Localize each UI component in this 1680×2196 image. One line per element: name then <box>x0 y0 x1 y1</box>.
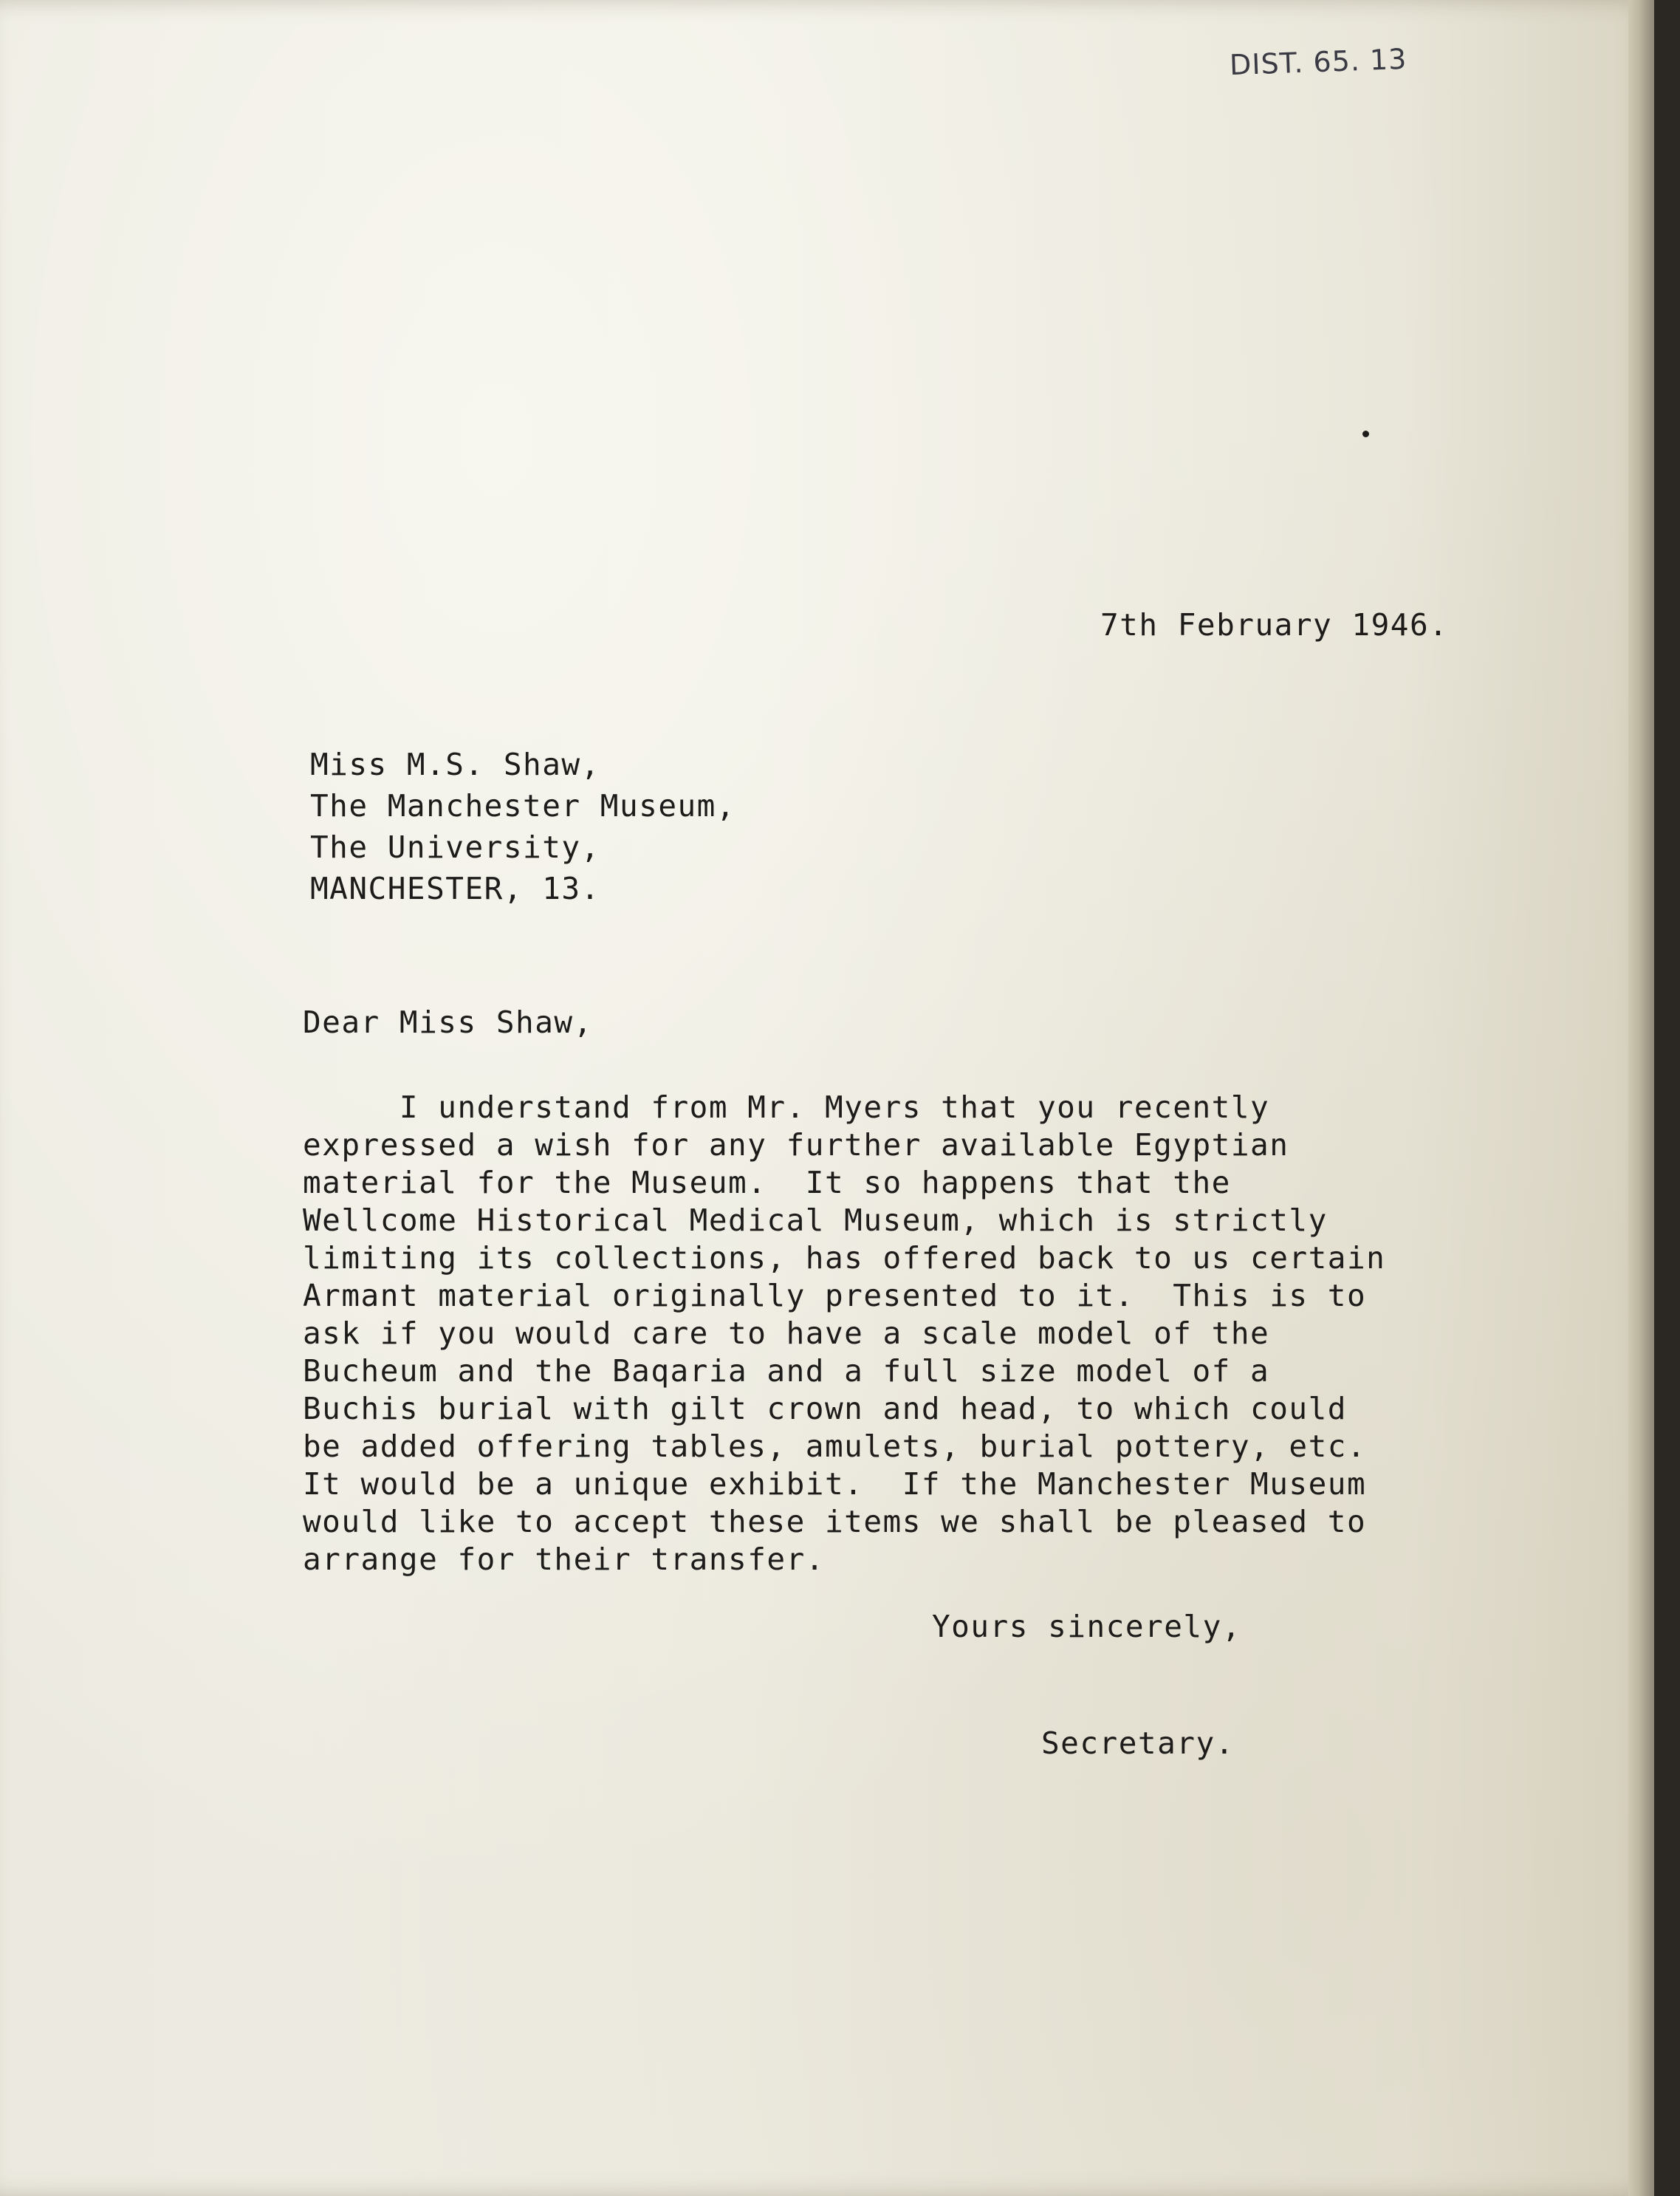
body-line: would like to accept these items we shall be pleased to <box>303 1504 1367 1539</box>
body-line: ask if you would care to have a scale model of the <box>303 1316 1270 1351</box>
body-line: Armant material originally presented to it. This is to <box>303 1278 1367 1313</box>
body-line: limiting its collections, has offered back to us certain <box>303 1240 1386 1276</box>
body-line: arrange for their transfer. <box>303 1542 825 1577</box>
body-line: It would be a unique exhibit. If the Manchester Museum <box>303 1466 1367 1502</box>
archive-reference: DIST. 65. 13 <box>1229 42 1408 82</box>
ink-speck <box>1362 431 1369 437</box>
body-line: Wellcome Historical Medical Museum, which is strictly <box>303 1203 1328 1238</box>
body-line: expressed a wish for any further available Egyptian <box>303 1127 1289 1163</box>
closing: Yours sincerely, <box>932 1609 1241 1644</box>
recipient-line: The Manchester Museum, <box>310 788 736 824</box>
body-line: I understand from Mr. Myers that you recently <box>303 1090 1270 1125</box>
body-line: Bucheum and the Baqaria and a full size model of a <box>303 1353 1270 1389</box>
body-line: be added offering tables, amulets, burial pottery, etc. <box>303 1429 1367 1464</box>
recipient-line: MANCHESTER, 13. <box>310 871 600 906</box>
paper-edge <box>1628 0 1654 2196</box>
body-line: material for the Museum. It so happens that the <box>303 1165 1231 1200</box>
signoff: Secretary. <box>1041 1725 1235 1761</box>
recipient-line: The University, <box>310 830 600 865</box>
recipient-line: Miss M.S. Shaw, <box>310 747 600 782</box>
body-line: Buchis burial with gilt crown and head, to which could <box>303 1391 1347 1426</box>
salutation: Dear Miss Shaw, <box>303 1005 593 1040</box>
letter-date: 7th February 1946. <box>1100 607 1449 643</box>
